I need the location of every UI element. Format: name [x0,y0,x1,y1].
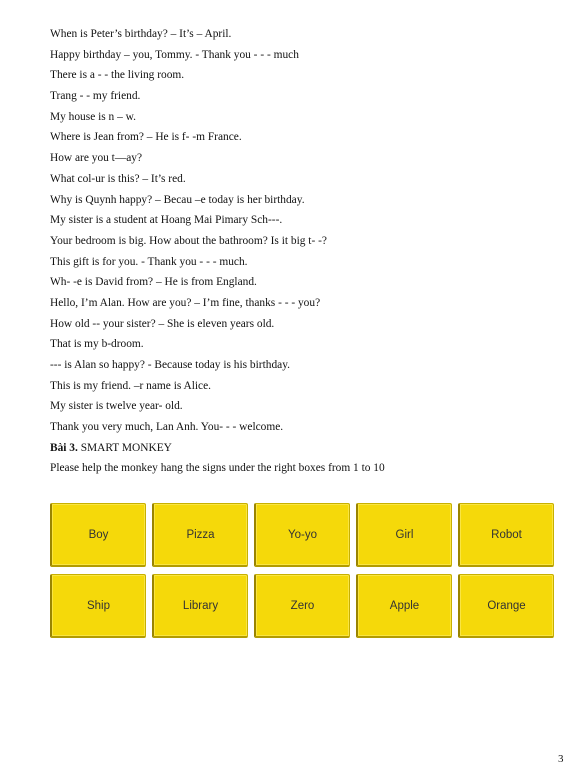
sentence: My house is n – w. [50,110,136,123]
sentence: What col-ur is this? – It’s red. [50,172,186,185]
page-number: 3 [558,753,564,765]
section-instruction: Please help the monkey hang the signs under the right boxes from 1 to 10 [50,462,385,475]
sign-card[interactable]: Library [152,574,248,638]
sentence: My sister is twelve year- old. [50,400,183,413]
section-number: Bài 3. [50,441,78,454]
sentence: Wh- -e is David from? – He is from England. [50,276,257,289]
sign-card[interactable]: Zero [254,574,350,638]
sentence: Trang - - my friend. [50,90,141,103]
section-heading [50,438,560,459]
sentence: Your bedroom is big. How about the bathroom? Is it big t- -? [50,234,327,247]
sentence: When is Peter’s birthday? – It’s – April. [50,28,232,40]
sign-card[interactable]: Orange [458,574,554,638]
sentence: Where is Jean from? – He is f- -m France. [50,131,242,144]
sentence: My sister is a student at Hoang Mai Pimary Sch---. [50,214,283,227]
signs-grid [50,503,554,638]
sign-card[interactable]: Pizza [152,503,248,567]
sign-card[interactable]: Apple [356,574,452,638]
exercise-text [50,24,560,479]
sentence: How are you t—ay? [50,152,143,165]
sentence: Hello, I’m Alan. How are you? – I’m fine, thanks - - - you? [50,296,321,309]
sentence: Thank you very much, Lan Anh. You- - - welcome. [50,421,284,434]
sentence: Happy birthday – you, Tommy. - Thank you - - - much [50,48,299,61]
sign-card[interactable]: Ship [50,574,146,638]
sign-card[interactable]: Girl [356,503,452,567]
sentence: This is my friend. –r name is Alice. [50,379,212,392]
sentence: Why is Quynh happy? – Becau –e today is her birthday. [50,193,305,206]
sentence: How old -- your sister? – She is eleven years old. [50,317,275,330]
sign-card[interactable]: Robot [458,503,554,567]
sentence: There is a - - the living room. [50,69,185,82]
sign-card[interactable]: Yo-yo [254,503,350,567]
section-title: SMART MONKEY [77,441,172,454]
sign-card[interactable]: Boy [50,503,146,567]
sentence: That is my b-droom. [50,338,144,351]
sentence: --- is Alan so happy? - Because today is his birthday. [50,359,290,371]
sentence: This gift is for you. - Thank you - - - much. [50,255,248,268]
